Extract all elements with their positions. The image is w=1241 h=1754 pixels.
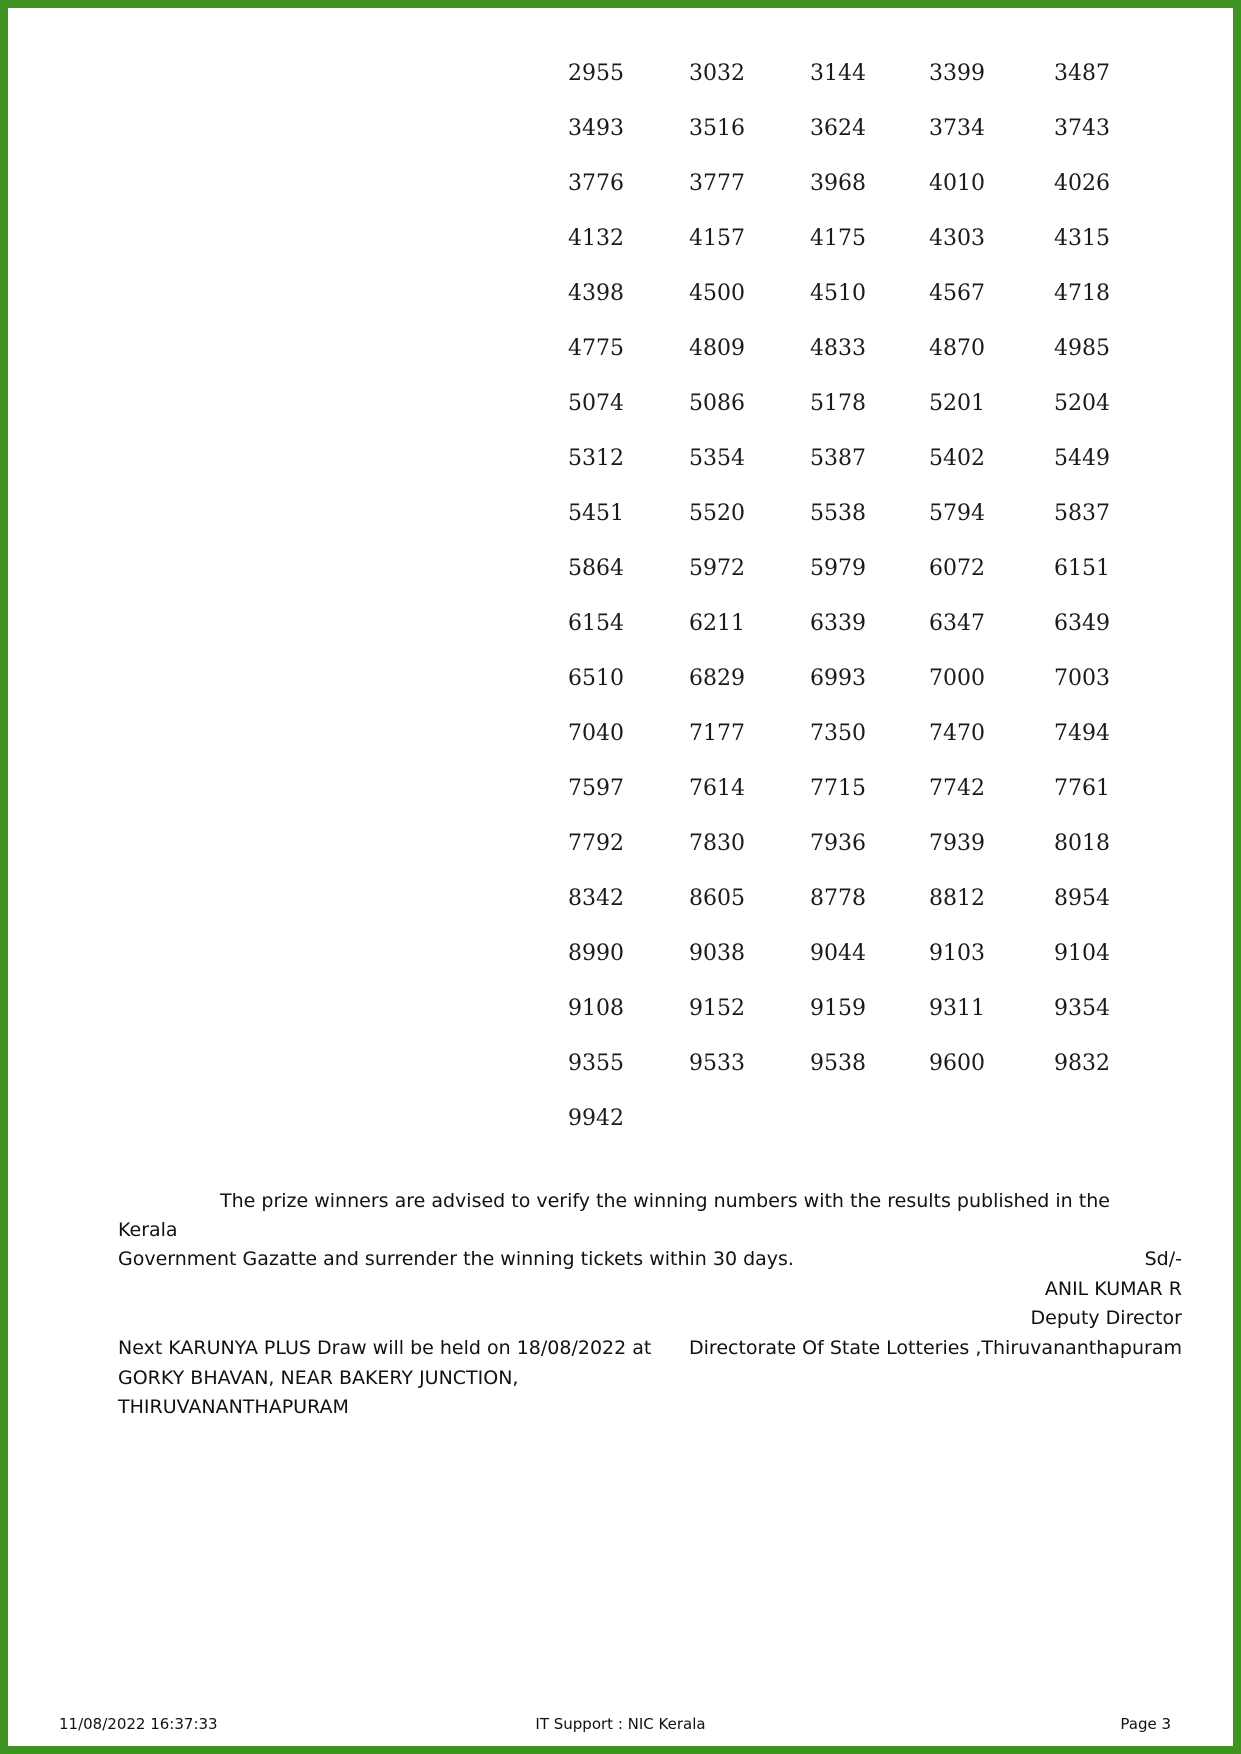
winning-number: 9311 xyxy=(929,996,985,1021)
winning-number: 5972 xyxy=(689,556,745,581)
number-row xyxy=(568,926,1124,981)
winning-number: 7470 xyxy=(929,721,985,746)
winning-number: 3968 xyxy=(810,171,866,196)
number-row xyxy=(568,211,1124,266)
winning-number: 5086 xyxy=(689,391,745,416)
winning-number: 8954 xyxy=(1054,886,1110,911)
winning-number: 6072 xyxy=(929,556,985,581)
winning-number: 4985 xyxy=(1054,336,1110,361)
number-row xyxy=(568,486,1124,541)
winning-number: 4870 xyxy=(929,336,985,361)
number-row xyxy=(568,321,1124,376)
winning-number: 6510 xyxy=(568,666,624,691)
winning-number: 8778 xyxy=(810,886,866,911)
number-row xyxy=(568,651,1124,706)
winning-number: 6347 xyxy=(929,611,985,636)
winning-number: 9103 xyxy=(929,941,985,966)
next-draw-line-2: GORKY BHAVAN, NEAR BAKERY JUNCTION, xyxy=(118,1366,519,1389)
number-row xyxy=(568,46,1124,101)
winning-number: 5204 xyxy=(1054,391,1110,416)
winning-number: 7715 xyxy=(810,776,866,801)
winning-number: 8990 xyxy=(568,941,624,966)
winning-number: 5387 xyxy=(810,446,866,471)
winning-number: 4500 xyxy=(689,281,745,306)
winning-number: 9600 xyxy=(929,1051,985,1076)
winning-number: 3399 xyxy=(929,61,985,86)
winning-number: 6339 xyxy=(810,611,866,636)
winning-number: 3516 xyxy=(689,116,745,141)
signoff-designation: Deputy Director xyxy=(1030,1307,1182,1329)
winning-number: 9354 xyxy=(1054,996,1110,1021)
number-row xyxy=(568,816,1124,871)
winning-number: 8342 xyxy=(568,886,624,911)
winning-number: 9044 xyxy=(810,941,866,966)
winning-number: 4775 xyxy=(568,336,624,361)
winning-number: 7936 xyxy=(810,831,866,856)
winning-number: 7177 xyxy=(689,721,745,746)
footer-page-number: Page 3 xyxy=(1120,1715,1171,1733)
winning-number: 8812 xyxy=(929,886,985,911)
number-row xyxy=(568,761,1124,816)
signoff-sd: Sd/- xyxy=(1144,1248,1182,1270)
number-row xyxy=(568,376,1124,431)
winning-number: 9533 xyxy=(689,1051,745,1076)
winning-number: 8018 xyxy=(1054,831,1110,856)
winning-number: 6993 xyxy=(810,666,866,691)
winning-number: 7761 xyxy=(1054,776,1110,801)
winning-number: 4567 xyxy=(929,281,985,306)
winning-number: 9152 xyxy=(689,996,745,1021)
winning-number: 9159 xyxy=(810,996,866,1021)
winning-number: 4510 xyxy=(810,281,866,306)
number-row xyxy=(568,706,1124,761)
winning-number: 4157 xyxy=(689,226,745,251)
footer-timestamp: 11/08/2022 16:37:33 xyxy=(59,1715,218,1733)
winning-number: 5837 xyxy=(1054,501,1110,526)
next-draw-info xyxy=(118,1334,678,1423)
winning-number: 7040 xyxy=(568,721,624,746)
winning-number: 9942 xyxy=(568,1106,624,1131)
winning-number: 7742 xyxy=(929,776,985,801)
number-row xyxy=(568,266,1124,321)
number-row xyxy=(568,541,1124,596)
winning-number: 4132 xyxy=(568,226,624,251)
winning-number: 7792 xyxy=(568,831,624,856)
winning-number: 7597 xyxy=(568,776,624,801)
winning-number: 4809 xyxy=(689,336,745,361)
winning-number: 4398 xyxy=(568,281,624,306)
winning-number: 5538 xyxy=(810,501,866,526)
signoff-block xyxy=(689,1245,1182,1363)
next-draw-line-3: THIRUVANANTHAPURAM xyxy=(118,1396,349,1418)
winning-number: 4315 xyxy=(1054,226,1110,251)
winning-number: 4718 xyxy=(1054,281,1110,306)
winning-number: 9108 xyxy=(568,996,624,1021)
winning-number: 7000 xyxy=(929,666,985,691)
winning-number: 4833 xyxy=(810,336,866,361)
winning-number: 5354 xyxy=(689,446,745,471)
winning-number: 7939 xyxy=(929,831,985,856)
winning-number: 4026 xyxy=(1054,171,1110,196)
winning-number: 3487 xyxy=(1054,61,1110,86)
winning-number: 3777 xyxy=(689,171,745,196)
footer-it-support: IT Support : NIC Kerala xyxy=(535,1715,706,1733)
winning-number: 5074 xyxy=(568,391,624,416)
winning-number: 3624 xyxy=(810,116,866,141)
next-draw-line-1: Next KARUNYA PLUS Draw will be held on 18/08/2022 at xyxy=(118,1337,652,1359)
winning-number: 4303 xyxy=(929,226,985,251)
winning-number: 5864 xyxy=(568,556,624,581)
winning-number: 3743 xyxy=(1054,116,1110,141)
winning-number: 3032 xyxy=(689,61,745,86)
winning-number: 3734 xyxy=(929,116,985,141)
winning-number: 4175 xyxy=(810,226,866,251)
winning-number: 6349 xyxy=(1054,611,1110,636)
winning-number: 5402 xyxy=(929,446,985,471)
winning-number: 6151 xyxy=(1054,556,1110,581)
winning-numbers-table xyxy=(568,46,1124,1146)
winning-number: 5201 xyxy=(929,391,985,416)
winning-number: 5794 xyxy=(929,501,985,526)
winning-number: 5451 xyxy=(568,501,624,526)
number-row xyxy=(568,431,1124,486)
number-row xyxy=(568,981,1124,1036)
signoff-office: Directorate Of State Lotteries ,Thiruvananthapuram xyxy=(689,1336,1182,1359)
winning-number: 7494 xyxy=(1054,721,1110,746)
winning-number: 3776 xyxy=(568,171,624,196)
winning-number: 9104 xyxy=(1054,941,1110,966)
winning-number: 2955 xyxy=(568,61,624,86)
number-row xyxy=(568,156,1124,211)
winning-number: 9355 xyxy=(568,1051,624,1076)
number-row xyxy=(568,871,1124,926)
winning-number: 7003 xyxy=(1054,666,1110,691)
winning-number: 8605 xyxy=(689,886,745,911)
notice-line-1: The prize winners are advised to verify the winning numbers with the results published in the Kerala xyxy=(118,1190,1110,1241)
winning-number: 7350 xyxy=(810,721,866,746)
winning-number: 5979 xyxy=(810,556,866,581)
winning-number: 5449 xyxy=(1054,446,1110,471)
winning-number: 5178 xyxy=(810,391,866,416)
winning-number: 3493 xyxy=(568,116,624,141)
winning-number: 7830 xyxy=(689,831,745,856)
winning-number: 7614 xyxy=(689,776,745,801)
winning-number: 9038 xyxy=(689,941,745,966)
winning-number: 6154 xyxy=(568,611,624,636)
winning-number: 5520 xyxy=(689,501,745,526)
winning-number: 5312 xyxy=(568,446,624,471)
winning-number: 4010 xyxy=(929,171,985,196)
winning-number: 9832 xyxy=(1054,1051,1110,1076)
notice-line-2: Government Gazatte and surrender the winning tickets within 30 days. xyxy=(118,1248,794,1270)
winning-number: 6211 xyxy=(689,611,745,636)
number-row xyxy=(568,1036,1124,1091)
winning-number: 9538 xyxy=(810,1051,866,1076)
number-row xyxy=(568,101,1124,156)
signoff-name: ANIL KUMAR R xyxy=(1044,1277,1182,1300)
winning-number: 3144 xyxy=(810,61,866,86)
number-row xyxy=(568,596,1124,651)
winning-number: 6829 xyxy=(689,666,745,691)
number-row xyxy=(568,1091,1124,1146)
